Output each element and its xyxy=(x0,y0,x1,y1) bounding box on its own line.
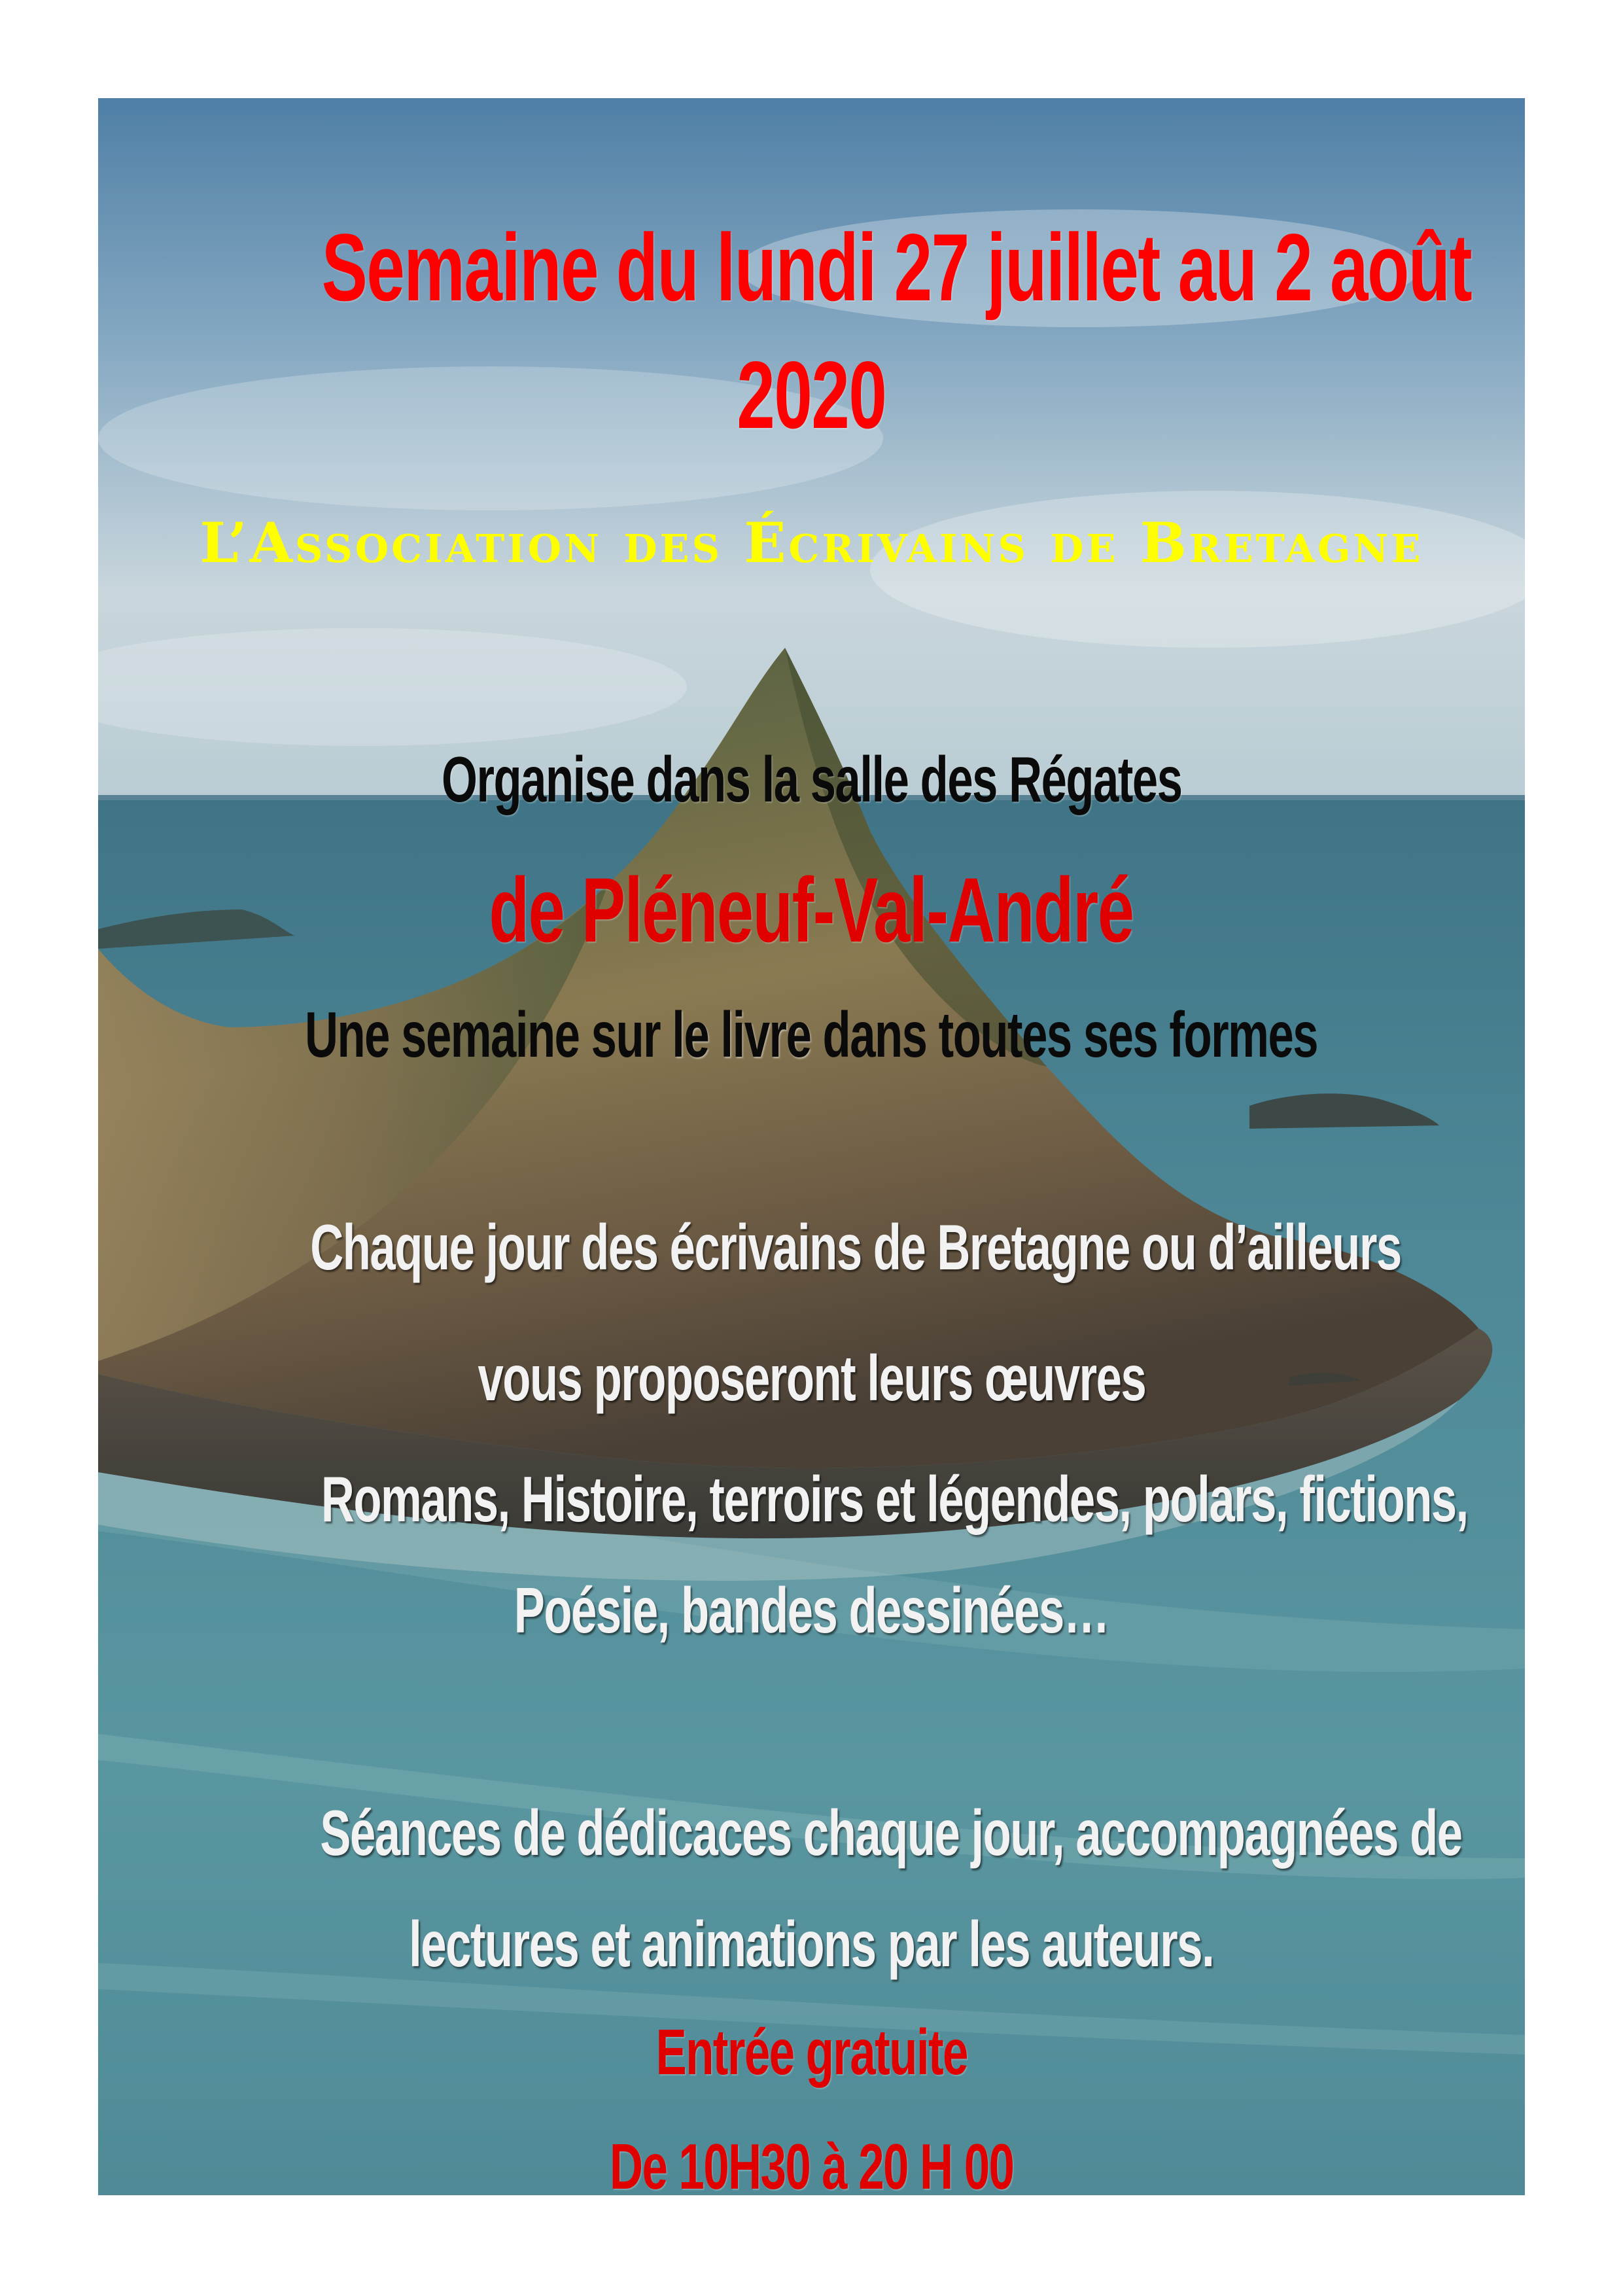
opening-hours xyxy=(98,2130,1525,2195)
writers-line xyxy=(98,1210,1525,1284)
signings-line-1-text: Séances de dédicaces chaque jour, accompagnées de xyxy=(320,1797,1462,1869)
works-line xyxy=(98,1341,1525,1415)
event-poster xyxy=(98,98,1525,2195)
writers-line-text: Chaque jour des écrivains de Bretagne ou d’ailleurs xyxy=(310,1211,1401,1283)
event-year-title-text: 2020 xyxy=(737,342,886,448)
free-entry-text: Entrée gratuite xyxy=(655,2016,968,2088)
event-year-title xyxy=(98,340,1525,450)
association-name xyxy=(98,510,1525,575)
genres-line-1 xyxy=(98,1462,1525,1536)
signings-line-2 xyxy=(98,1907,1525,1981)
event-subtitle-text xyxy=(305,998,1318,1072)
works-line-text: vous proposeront leurs œuvres xyxy=(478,1342,1145,1414)
free-entry xyxy=(98,2015,1525,2089)
subtitle-part-3: dans toutes ses formes xyxy=(811,998,1318,1070)
event-subtitle xyxy=(98,998,1525,1072)
subtitle-part-1: Une semaine sur xyxy=(305,998,672,1070)
signings-line-1 xyxy=(98,1796,1525,1870)
association-name-text: L’Association des Écrivains de Bretagne xyxy=(200,510,1423,575)
venue-line-text: Organise dans la salle des Régates xyxy=(441,743,1182,815)
town-name xyxy=(98,857,1525,963)
genres-line-1-text: Romans, Histoire, terroirs et légendes, polars, fictions, xyxy=(321,1463,1468,1535)
genres-line-2-text: Poésie, bandes dessinées… xyxy=(514,1574,1109,1646)
opening-hours-text: De 10H30 à 20 H 00 xyxy=(609,2130,1014,2195)
venue-line xyxy=(98,743,1525,817)
genres-line-2 xyxy=(98,1574,1525,1648)
town-name-text: de Pléneuf-Val-André xyxy=(489,858,1134,961)
signings-line-2-text: lectures et animations par les auteurs. xyxy=(409,1908,1214,1980)
subtitle-part-2: le livre xyxy=(672,998,811,1070)
event-dates-title xyxy=(98,213,1525,323)
event-dates-title-text: Semaine du lundi 27 juillet au 2 août xyxy=(321,214,1472,321)
